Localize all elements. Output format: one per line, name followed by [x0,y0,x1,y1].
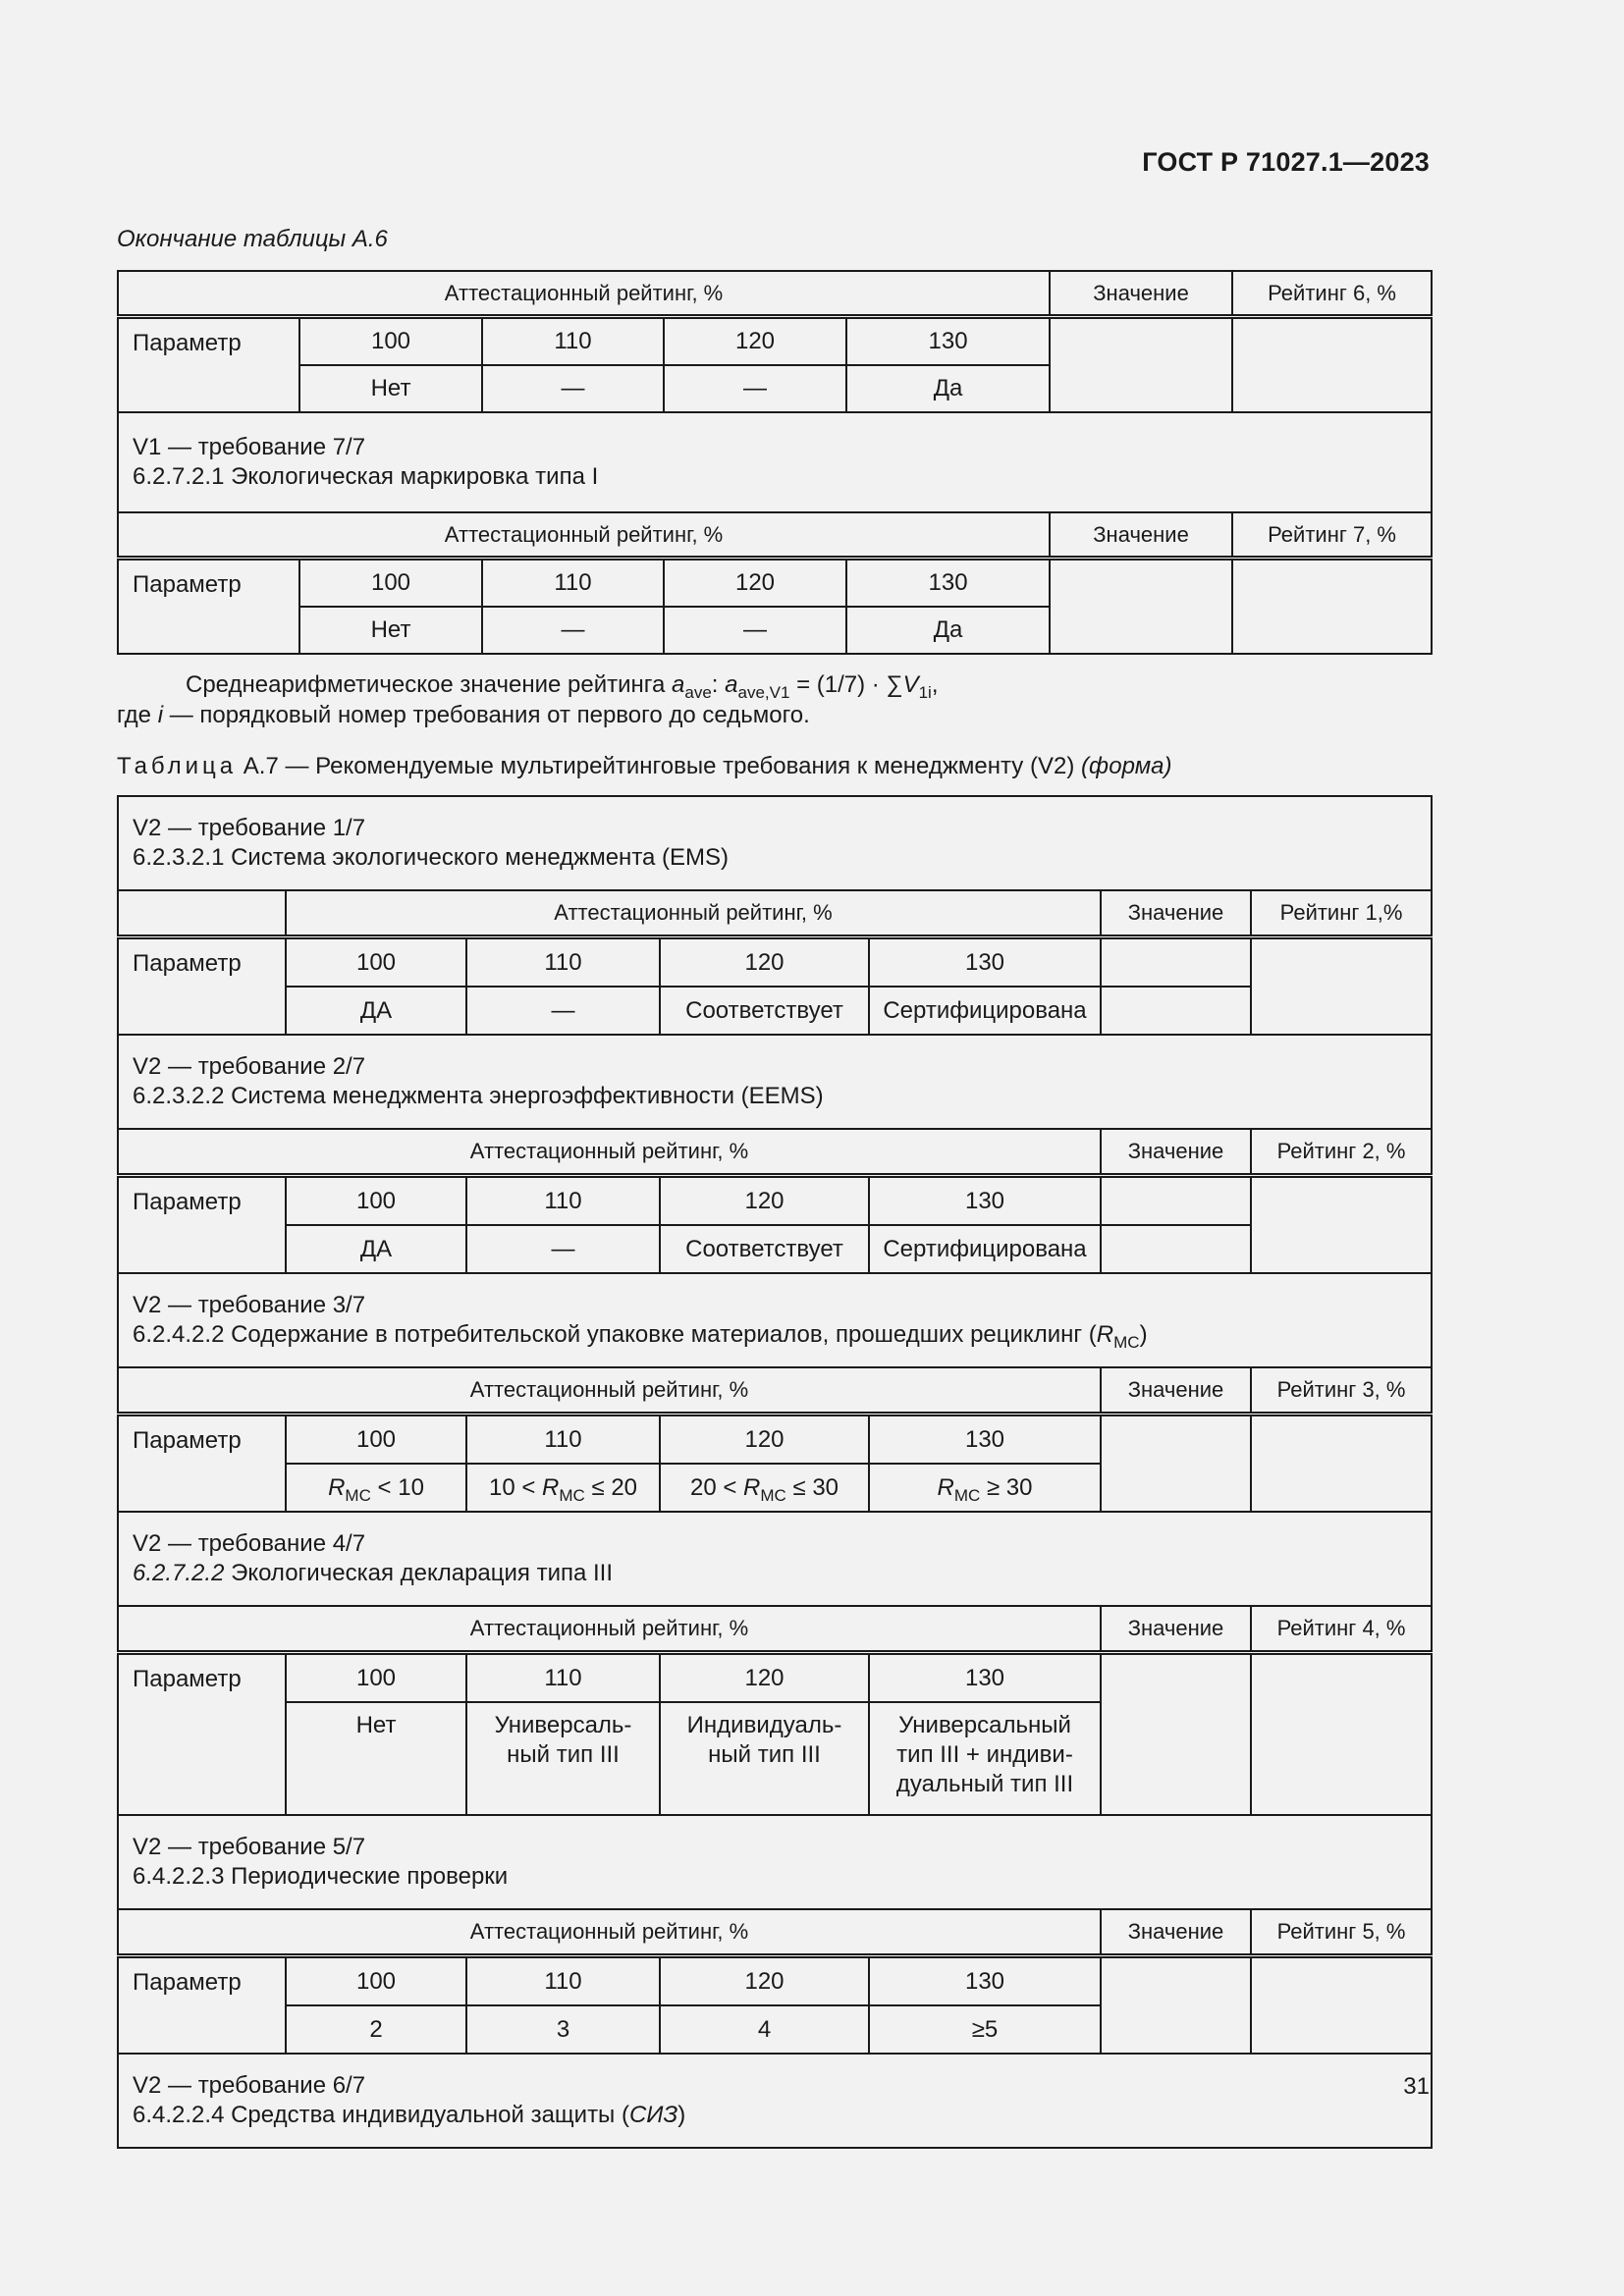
value-130: Сертифицирована [869,1225,1101,1273]
level-100: 100 [286,1653,466,1703]
value-110: $10 < R_{MC} \le 20$ [466,1464,660,1512]
level-130: 130 [869,1653,1101,1703]
rating-cell [1251,1415,1432,1513]
requirement-v2-3 [118,1273,1432,1367]
parameter-label: Параметр [118,559,299,655]
parameter-label: Параметр [118,1415,286,1513]
value-header: Значение [1101,1606,1251,1653]
rating-3-header: Рейтинг 3, % [1251,1367,1432,1415]
value-100: 2 [286,2005,466,2054]
level-130: 130 [869,1176,1101,1226]
requirement-v2-5 [118,1815,1432,1909]
value-100: ДА [286,1225,466,1273]
rating-4-header: Рейтинг 4, % [1251,1606,1432,1653]
value-120: — [664,365,846,412]
requirement-clause: 6.2.3.2.2 Система менеджмента энергоэффективности (EEMS) [133,1083,824,1109]
rating-6-header: Рейтинг 6, % [1232,271,1432,317]
requirement-title: V1 — требование 7/7 [133,434,366,460]
level-100: 100 [286,937,466,988]
level-100: 100 [286,1176,466,1226]
empty-header [118,890,286,937]
requirement-clause: 6.4.2.2.3 Периодические проверки [133,1863,509,1890]
value-cell [1101,1176,1251,1226]
level-110: 110 [466,1415,660,1465]
requirement-clause: 6.2.7.2.1 Экологическая маркировка типа I [133,463,599,490]
rating-cell [1251,1176,1432,1274]
formula-explanation: где i — порядковый номер требования от первого до седьмого. [117,702,810,728]
value-100: Нет [299,365,482,412]
value-cell [1101,1653,1251,1816]
requirement-title: V2 — требование 3/7 [133,1292,366,1318]
rating-cell [1232,559,1432,655]
parameter-label: Параметр [118,1653,286,1816]
value-cell [1050,559,1232,655]
value-cell [1050,317,1232,413]
level-120: 120 [664,559,846,608]
parameter-label: Параметр [118,1176,286,1274]
value-header: Значение [1101,1129,1251,1176]
requirement-clause: 6.4.2.2.4 Средства индивидуальной защиты (СИЗ) [133,2102,686,2128]
value-130: ≥5 [869,2005,1101,2054]
value-100: Нет [286,1702,466,1815]
value-110: 3 [466,2005,660,2054]
requirement-title: V2 — требование 2/7 [133,1053,366,1080]
value-header: Значение [1050,512,1232,559]
value-100: $R_{MC} < 10$ [286,1464,466,1512]
rating-header: Аттестационный рейтинг, % [118,1129,1101,1176]
value-110: — [482,365,664,412]
rating-header: Аттестационный рейтинг, % [118,512,1050,559]
requirement-title: V2 — требование 4/7 [133,1530,366,1557]
continuation-label: Окончание таблицы А.6 [117,226,388,252]
requirement-clause: 6.2.4.2.2 Содержание в потребительской упаковке материалов, прошедших рециклинг $(R_{MC})$ [133,1321,1148,1352]
value-120: Соответствует [660,987,869,1035]
value-header: Значение [1050,271,1232,317]
level-100: 100 [286,1415,466,1465]
value-cell [1101,987,1251,1035]
formula-paragraph [117,669,1431,730]
rating-header: Аттестационный рейтинг, % [118,1367,1101,1415]
level-110: 110 [466,1653,660,1703]
parameter-label: Параметр [118,937,286,1036]
rating-1-header: Рейтинг 1,% [1251,890,1432,937]
level-110: 110 [482,559,664,608]
rating-cell [1251,1956,1432,2055]
rating-cell [1251,1653,1432,1816]
requirement-v1-7 [118,412,1432,512]
value-100: ДА [286,987,466,1035]
value-110: — [482,607,664,654]
level-120: 120 [660,1956,869,2006]
level-120: 120 [660,1653,869,1703]
value-header: Значение [1101,1367,1251,1415]
level-120: 120 [660,1176,869,1226]
value-120: $20 < R_{MC} \le 30$ [660,1464,869,1512]
value-cell [1101,1415,1251,1513]
requirement-v2-6 [118,2054,1432,2148]
requirement-v2-4 [118,1512,1432,1606]
requirement-title: V2 — требование 6/7 [133,2072,366,2099]
rating-header: Аттестационный рейтинг, % [118,1606,1101,1653]
value-120: Соответствует [660,1225,869,1273]
value-cell [1101,937,1251,988]
rating-cell [1251,937,1432,1036]
value-cell [1101,1225,1251,1273]
rating-header: Аттестационный рейтинг, % [118,271,1050,317]
value-120: Индивидуаль- ный тип III [660,1702,869,1815]
level-100: 100 [286,1956,466,2006]
value-130: Универсальный тип III + индиви- дуальный тип III [869,1702,1101,1815]
formula-line: Среднеарифметическое значение рейтинга $a_{ave}$: $a_{ave,V1} = (1/7) \cdot \sum V_{1i}$, [186,671,939,702]
rating-2-header: Рейтинг 2, % [1251,1129,1432,1176]
level-100: 100 [299,559,482,608]
value-130: $R_{MC} \ge 30$ [869,1464,1101,1512]
rating-5-header: Рейтинг 5, % [1251,1909,1432,1956]
requirement-title: V2 — требование 1/7 [133,815,366,841]
level-110: 110 [466,937,660,988]
value-110: Универсаль- ный тип III [466,1702,660,1815]
level-110: 110 [482,317,664,366]
requirement-v2-1 [118,796,1432,890]
page-number: 31 [1403,2073,1430,2100]
table-a7 [117,795,1433,2149]
value-cell [1101,1956,1251,2055]
level-130: 130 [846,317,1050,366]
level-130: 130 [869,1415,1101,1465]
value-120: 4 [660,2005,869,2054]
level-120: 120 [660,1415,869,1465]
level-110: 110 [466,1176,660,1226]
value-header: Значение [1101,1909,1251,1956]
table-a7-caption: Таблица А.7 — Рекомендуемые мультирейтинговые требования к менеджменту (V2) (форма) [117,753,1172,779]
value-110: — [466,987,660,1035]
level-120: 120 [660,937,869,988]
value-110: — [466,1225,660,1273]
requirement-clause: 6.2.7.2.2 Экологическая декларация типа III [133,1560,613,1586]
parameter-label: Параметр [118,317,299,413]
table-a6-end [117,270,1433,655]
parameter-label: Параметр [118,1956,286,2055]
value-130: Да [846,607,1050,654]
level-110: 110 [466,1956,660,2006]
level-120: 120 [664,317,846,366]
requirement-title: V2 — требование 5/7 [133,1834,366,1860]
requirement-clause: 6.2.3.2.1 Система экологического менеджмента (EMS) [133,844,730,871]
rating-header: Аттестационный рейтинг, % [286,890,1101,937]
level-130: 130 [846,559,1050,608]
level-100: 100 [299,317,482,366]
value-130: Да [846,365,1050,412]
standard-code: ГОСТ Р 71027.1—2023 [1142,147,1430,177]
level-130: 130 [869,937,1101,988]
rating-7-header: Рейтинг 7, % [1232,512,1432,559]
requirement-v2-2 [118,1035,1432,1129]
rating-cell [1232,317,1432,413]
value-120: — [664,607,846,654]
value-100: Нет [299,607,482,654]
value-130: Сертифицирована [869,987,1101,1035]
rating-header: Аттестационный рейтинг, % [118,1909,1101,1956]
value-header: Значение [1101,890,1251,937]
level-130: 130 [869,1956,1101,2006]
